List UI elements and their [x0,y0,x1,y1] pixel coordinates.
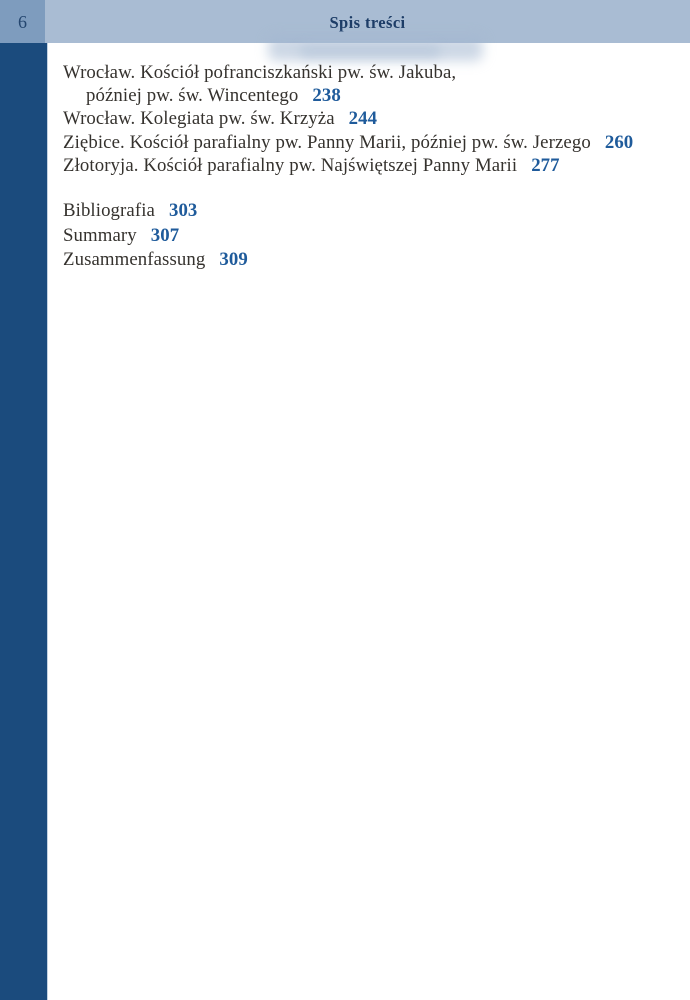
toc-entry [63,131,682,154]
toc-entry-title: Wrocław. Kościół pofranciszkański pw. św. Jakuba, [63,62,457,83]
toc-page-ref: 244 [348,108,378,130]
toc-page-ref: 307 [150,224,180,246]
toc-entry-title: Złotoryja. Kościół parafialny pw. Najświętszej Panny Marii [63,154,518,176]
toc-entry [63,154,682,177]
toc-entry-title: Wrocław. Kolegiata pw. św. Krzyża [63,108,335,130]
toc-entry-title: Summary [63,224,137,246]
toc-page-ref: 277 [531,154,560,176]
toc-entry-title: później pw. św. Wincentego [86,85,299,107]
toc-page-ref: 238 [312,85,341,107]
toc-page-ref: 303 [168,200,198,222]
toc-entry-title: Bibliografia [63,200,155,222]
toc-page-ref: 309 [219,249,248,271]
page-header [0,0,690,43]
toc-entry-title: Zusammenfassung [63,249,206,271]
ink-bleed-artifact [300,44,440,58]
toc-page-ref: 260 [604,131,634,153]
left-margin-band [0,43,48,1000]
toc-content [63,61,682,273]
toc-entry [63,248,682,273]
toc-entry-title: Ziębice. Kościół parafialny pw. Panny Marii, później pw. św. Jerzego [63,131,591,153]
toc-entry-continuation [63,84,682,107]
page-title: Spis treści [329,13,406,32]
toc-entry [63,199,682,224]
page-number: 6 [0,0,45,43]
toc-entry [63,107,682,130]
toc-back-matter [63,199,682,273]
toc-entry [63,224,682,249]
toc-entry [63,61,682,107]
